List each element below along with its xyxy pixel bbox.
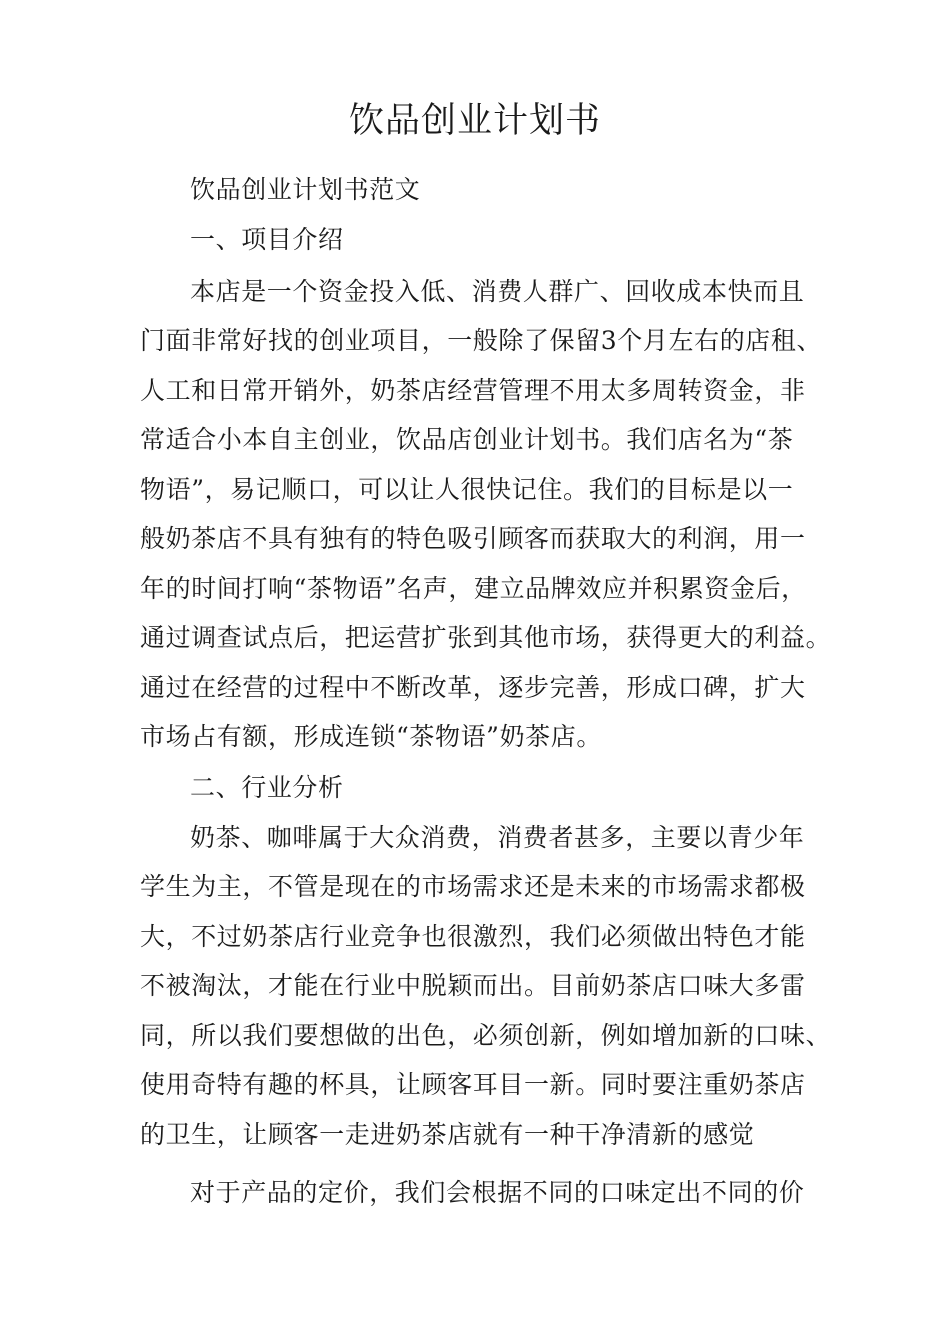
- section-heading-intro: 一、项目介绍: [190, 225, 344, 254]
- paragraph-line: 通过调查试点后，把运营扩张到其他市场，获得更大的利益。: [140, 623, 832, 652]
- paragraph-line: 年的时间打响“茶物语”名声，建立品牌效应并积累资金后，: [140, 574, 807, 603]
- paragraph-line: 本店是一个资金投入低、消费人群广、回收成本快而且: [190, 277, 805, 306]
- paragraph-line: 的卫生，让顾客一走进奶茶店就有一种干净清新的感觉: [140, 1120, 755, 1149]
- paragraph-line: 人工和日常开销外，奶茶店经营管理不用太多周转资金，非: [140, 376, 806, 405]
- paragraph-line: 物语”，易记顺口，可以让人很快记住。我们的目标是以一: [140, 475, 794, 504]
- paragraph-line: 对于产品的定价，我们会根据不同的口味定出不同的价: [190, 1178, 805, 1207]
- paragraph-line: 学生为主，不管是现在的市场需求还是未来的市场需求都极: [140, 872, 806, 901]
- paragraph-line: 奶茶、咖啡属于大众消费，消费者甚多，主要以青少年: [190, 823, 805, 852]
- document-title: 饮品创业计划书: [348, 101, 601, 141]
- paragraph-line: 大，不过奶茶店行业竞争也很激烈，我们必须做出特色才能: [140, 922, 806, 951]
- document-subtitle: 饮品创业计划书范文: [190, 175, 421, 204]
- paragraph-line: 市场占有额，形成连锁“茶物语”奶茶店。: [140, 722, 602, 751]
- section-heading-industry: 二、行业分析: [190, 773, 344, 802]
- paragraph-line: 门面非常好找的创业项目，一般除了保留3个月左右的店租、: [140, 326, 823, 355]
- paragraph-line: 常适合小本自主创业，饮品店创业计划书。我们店名为“茶: [140, 425, 794, 454]
- paragraph-line: 通过在经营的过程中不断改革，逐步完善，形成口碑，扩大: [140, 673, 806, 702]
- paragraph-line: 不被淘汰，才能在行业中脱颖而出。目前奶茶店口味大多雷: [140, 971, 806, 1000]
- paragraph-line: 般奶茶店不具有独有的特色吸引顾客而获取大的利润，用一: [140, 524, 806, 553]
- paragraph-line: 同，所以我们要想做的出色，必须创新，例如增加新的口味、: [140, 1021, 832, 1050]
- paragraph-line: 使用奇特有趣的杯具，让顾客耳目一新。同时要注重奶茶店: [140, 1070, 806, 1099]
